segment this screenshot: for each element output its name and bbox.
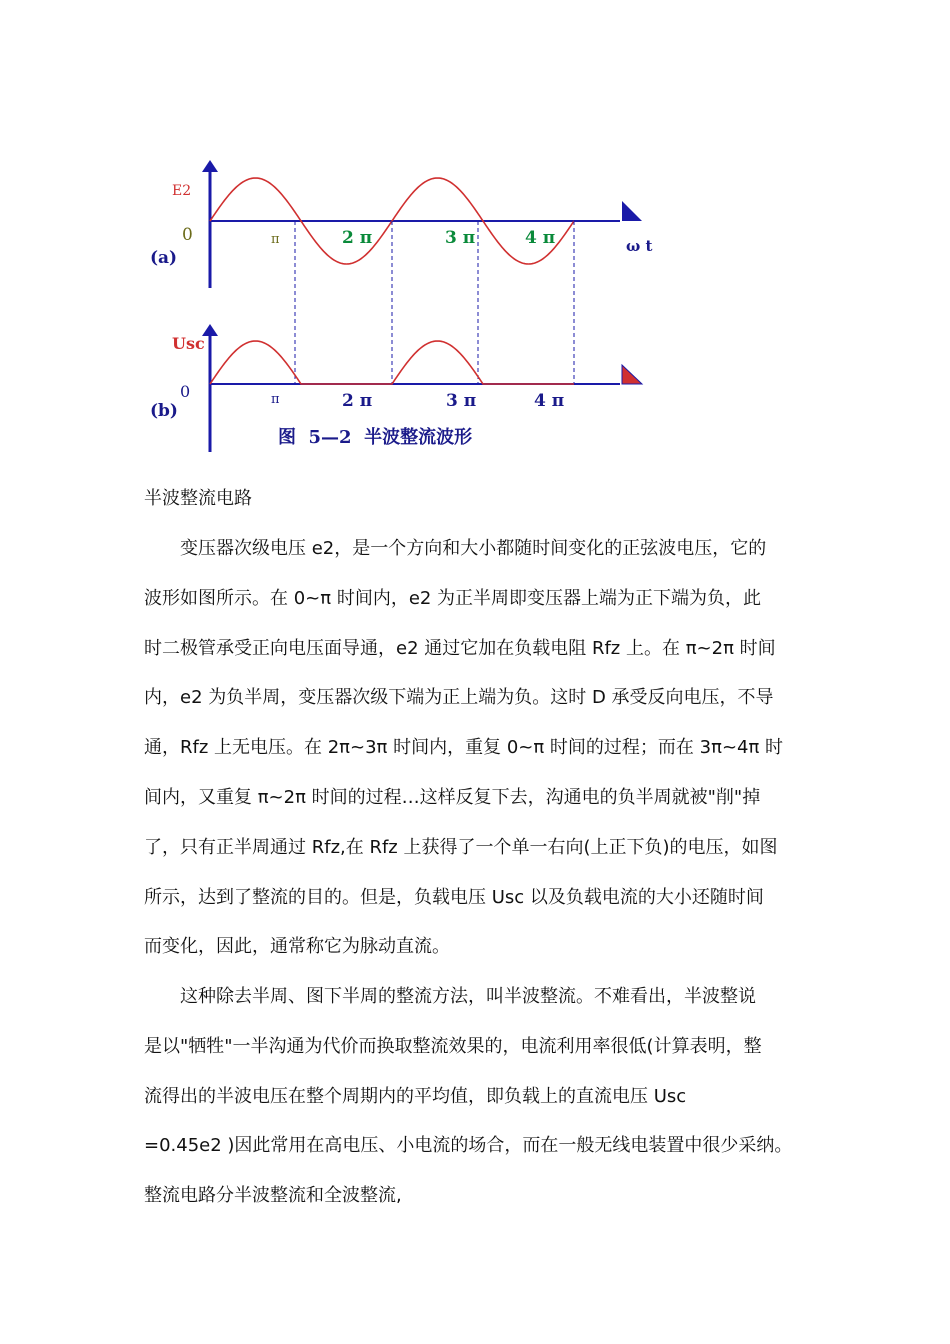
panel-a-y-arrow — [202, 160, 218, 172]
paragraph-line: 了，只有正半周通过 Rfz,在 Rfz 上获得了一个单一右向(上正下负)的电压，如图 — [144, 836, 778, 858]
paragraph-2 — [144, 972, 844, 1171]
panel-b-x-arrow — [622, 365, 642, 384]
paragraph-line: 是以"牺牲"一半沟通为代价而换取整流效果的，电流利用率很低(计算表明，整 — [144, 1035, 762, 1057]
paragraph-line: 波形如图所示。在 0~π 时间内，e2 为正半周即变压器上端为正下端为负，此 — [144, 587, 762, 609]
panel-b-origin: 0 — [180, 382, 191, 401]
panel-b-tick-2pi: 2 π — [342, 391, 373, 411]
paragraph-line: 流得出的半波电压在整个周期内的平均值，即负载上的直流电压 Usc — [144, 1085, 687, 1107]
panel-a-origin: 0 — [182, 225, 193, 245]
panel-b-tick-pi: π — [271, 392, 280, 407]
figure-caption: 图 5—2 半波整流波形 — [278, 427, 473, 448]
paragraph-line: 变压器次级电压 e2，是一个方向和大小都随时间变化的正弦波电压，它的 — [144, 538, 767, 559]
paragraph-line: 内，e2 为负半周，变压器次级下端为正上端为负。这时 D 承受反向电压，不导 — [144, 687, 774, 709]
paragraph-line: 而变化，因此，通常称它为脉动直流。 — [144, 936, 450, 958]
paragraph-line: 通，Rfz 上无电压。在 2π~3π 时间内，重复 0~π 时间的过程；而在 3π~4π 时 — [144, 737, 784, 759]
panel-a-x-arrow — [622, 201, 642, 221]
panel-a-tick-pi: π — [271, 232, 280, 247]
panel-a-label: (a) — [150, 248, 178, 268]
paragraph-line: 这种除去半周、图下半周的整流方法，叫半波整流。不难看出，半波整说 — [144, 986, 756, 1007]
panel-a-tick-3pi: 3 π — [445, 228, 476, 248]
paragraph-3 — [144, 1171, 844, 1221]
panel-a — [150, 160, 653, 288]
panel-a-tick-4pi: 4 π — [525, 228, 556, 248]
paragraph-1 — [144, 524, 844, 972]
panel-b-tick-3pi: 3 π — [446, 391, 477, 411]
paragraph-line: 时二极管承受正向电压面导通，e2 通过它加在负载电阻 Rfz 上。在 π~2π 时间 — [144, 637, 776, 659]
half-wave-rectification-figure — [140, 150, 660, 460]
panel-a-tick-2pi: 2 π — [342, 228, 373, 248]
paragraph-line: 间内，又重复 π~2π 时间的过程…这样反复下去，沟通电的负半周就被"削"掉 — [144, 786, 761, 808]
paragraph-line: 整流电路分半波整流和全波整流, — [144, 1185, 402, 1206]
panel-b-label: (b) — [150, 401, 178, 421]
panel-b-tick-4pi: 4 π — [534, 391, 565, 411]
panel-a-xlabel: ω t — [626, 237, 653, 255]
panel-b-ylabel: Usc — [172, 334, 205, 353]
section-title: 半波整流电路 — [144, 488, 252, 509]
paragraph-line: 所示，达到了整流的目的。但是，负载电压 Usc 以及负载电流的大小还随时间 — [144, 886, 764, 908]
paragraph-line: =0.45e2 )因此常用在高电压、小电流的场合，而在一般无线电装置中很少采纳。 — [144, 1135, 793, 1157]
panel-a-ylabel: E2 — [172, 183, 192, 199]
